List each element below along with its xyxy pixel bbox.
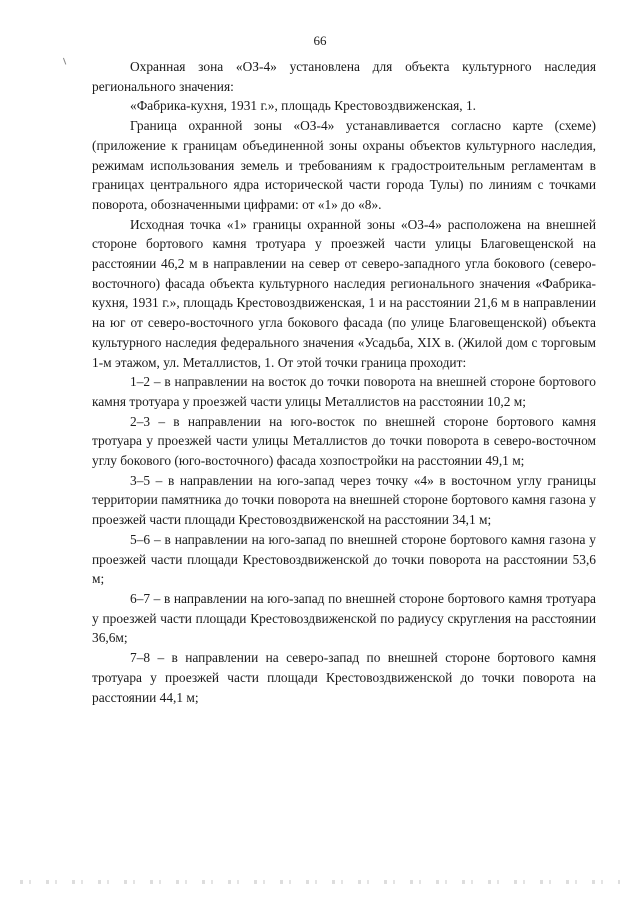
paragraph-starting-point: Исходная точка «1» границы охранной зоны «ОЗ-4» расположена на внешней стороне бортового камня тротуара у проезжей части улицы Благовещенской на расстоянии 46,2 м в направлении на север от северо-западного угла бокового (северо-восточного) фасада объекта культурного наследия регионального значения «Фабрика-кухня, 1931 г.», площадь Крестовоздвиженская, 1 и на расстоянии 21,6 м в направлении на юг от северо-восточного угла бокового фасада (по улице Благовещенской) объекта культурного наследия федерального значения «Усадьба, XIX в. (Жилой дом с торговым 1-м этажом, ул. Металлистов, 1. От этой точки граница проходит: — [92, 216, 596, 370]
paragraph-object-name: «Фабрика-кухня, 1931 г.», площадь Крестовоздвиженская, 1. — [130, 98, 477, 114]
paragraph-segment-3-5: 3–5 – в направлении на юго-запад через точку «4» в восточном углу границы территории памятника до точки поворота на внешней стороне бортового камня газона у проезжей части площади Крестовоздвиженской на расстоянии 34,1 м; — [92, 472, 596, 528]
document-body — [92, 57, 596, 707]
paragraph-segment-1-2: 1–2 – в направлении на восток до точки поворота на внешней стороне бортового камня тротуара у проезжей части улицы Металлистов на расстоянии 10,2 м; — [92, 374, 596, 409]
paragraph-zone-established: Охранная зона «ОЗ-4» установлена для объекта культурного наследия регионального значения: — [92, 59, 596, 94]
paragraph-boundary-definition: Граница охранной зоны «ОЗ-4» устанавливается согласно карте (схеме) (приложение к границам объединенной зоны охраны объектов культурного наследия, режимам использования земель и требованиям к градостроительным регламентам в границах центрального ядра исторической части города Тулы) по линиям с точками поворота, обозначенными цифрами: от «1» до «8». — [92, 118, 596, 212]
scan-footer-noise — [20, 880, 620, 884]
paragraph-segment-7-8: 7–8 – в направлении на северо-запад по внешней стороне бортового камня тротуара у проезжей части площади Крестовоздвиженской до точки поворота на расстоянии 44,1 м; — [92, 650, 596, 705]
page-number: 66 — [313, 33, 327, 48]
paragraph-segment-2-3: 2–3 – в направлении на юго-восток по внешней стороне бортового камня тротуара у проезжей части улицы Металлистов до точки поворота в северо-восточном углу бокового (юго-восточного) фасада хозпостройки на расстоянии 49,1 м; — [92, 413, 596, 469]
scan-artifact-mark — [63, 56, 70, 64]
paragraph-segment-6-7: 6–7 – в направлении на юго-запад по внешней стороне бортового камня тротуара у проезжей части площади Крестовоздвиженской по радиусу скругления на расстоянии 36,6м; — [92, 590, 596, 646]
paragraph-segment-5-6: 5–6 – в направлении на юго-запад по внешней стороне бортового камня газона у проезжей части площади Крестовоздвиженской до точки поворота на расстоянии 53,6 м; — [92, 531, 596, 587]
